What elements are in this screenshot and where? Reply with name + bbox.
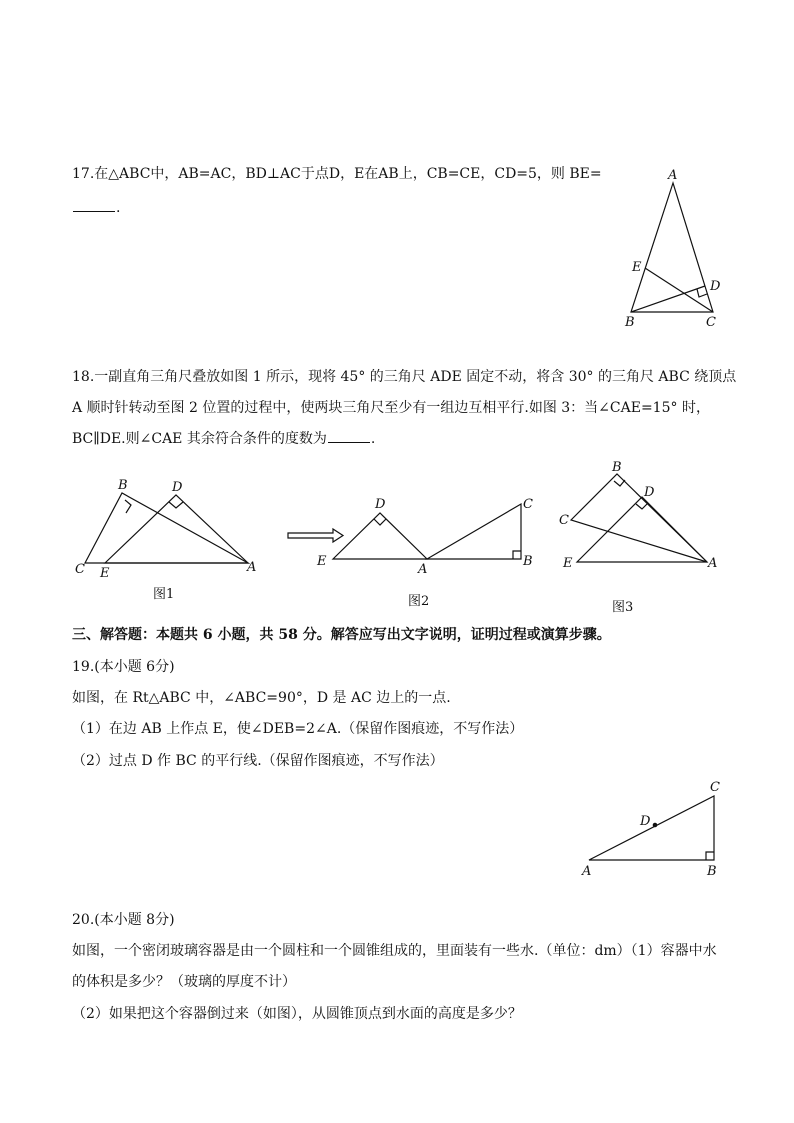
fig2-label-b: B [523,554,533,569]
q20-header: 20.(本小题 8分) [72,912,175,928]
fig2-label-c: C [523,497,533,512]
q19-label-a: A [582,864,592,879]
fig2-caption: 图2 [408,594,430,609]
fig3-label-d: D [644,485,655,500]
q17-label-e: E [632,260,642,275]
fig2-label-d: D [375,497,386,512]
fig1-label-c: C [75,562,85,577]
fig3-label-a: A [708,556,718,571]
q18-end: . [370,431,376,447]
q19-label-d: D [640,814,651,829]
q17-label-d: D [710,279,721,294]
q17-end: . [116,200,121,216]
q19-part-2: （2）过点 D 作 BC 的平行线.（保留作图痕迹，不写作法） [72,753,444,769]
q18-line-1: 18.一副直角三角尺叠放如图 1 所示，现将 45° 的三角尺 ADE 固定不动，将含 30° 的三角尺 ABC 绕顶点 [72,369,737,385]
q20-line-3: （2）如果把这个容器倒过来（如图），从圆锥顶点到水面的高度是多少？ [72,1006,522,1022]
q17-label-a: A [668,168,678,183]
fig1-caption: 图1 [153,587,175,602]
fig1-label-b: B [118,478,128,493]
q17-stem: 17.在△ABC中，AB=AC，BD⊥AC于点D，E在AB上，CB=CE，CD=5，则 BE= [72,166,602,182]
fig2-label-a: A [418,562,428,577]
q19-label-c: C [710,780,720,795]
fig3-label-e: E [563,556,573,571]
q17-label-b: B [625,315,635,330]
q18-line-2: A 顺时针转动至图 2 位置的过程中，使两块三角尺至少有一组边互相平行.如图 3：当∠CAE=15° 时， [72,400,710,416]
q20-line-2: 的体积是多少？（玻璃的厚度不计） [72,974,296,990]
q17-label-c: C [706,315,716,330]
section-3-title: 三、解答题：本题共 6 小题，共 58 分。解答应写出文字说明，证明过程或演算步骤。 [72,627,611,643]
q19-header: 19.(本小题 6分) [72,659,175,675]
q19-label-b: B [707,864,717,879]
fig3-caption: 图3 [612,600,634,615]
fig3-label-c: C [559,513,569,528]
q20-line-1: 如图，一个密闭玻璃容器是由一个圆柱和一个圆锥组成的，里面装有一些水.（单位：dm）（1）容器中水 [72,943,717,959]
fig3-label-b: B [612,460,622,475]
fig1-label-d: D [172,480,183,495]
q19-stem: 如图，在 Rt△ABC 中，∠ABC=90°，D 是 AC 边上的一点. [72,690,451,706]
fig2-label-e: E [317,554,327,569]
q19-right-angle-b [706,852,714,860]
q19-part-1: （1）在边 AB 上作点 E，使∠DEB=2∠A.（保留作图痕迹，不写作法） [72,721,524,737]
fig1-label-e: E [100,566,110,581]
q19-point-d [653,823,658,828]
q19-triangle-abc [589,796,714,860]
q18-line-3-text: BC∥DE.则∠CAE 其余符合条件的度数为 [72,431,327,447]
fig1-label-a: A [247,560,257,575]
